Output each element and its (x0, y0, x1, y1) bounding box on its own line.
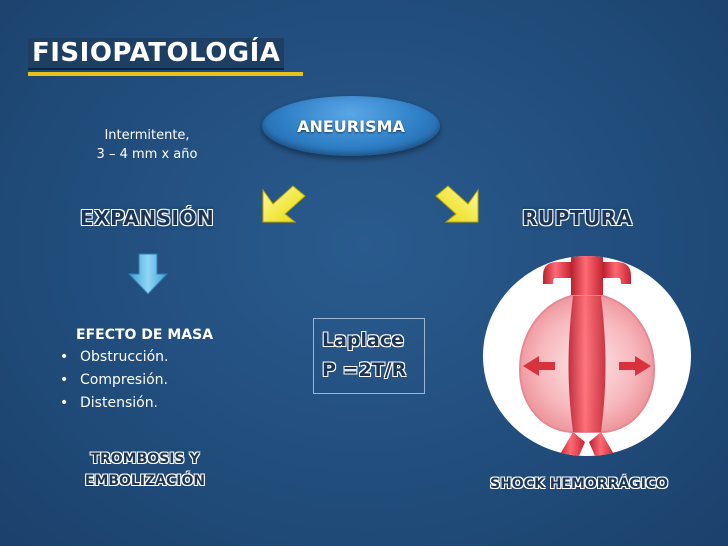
arrow-down-right-icon (430, 182, 486, 230)
arrow-down-icon (127, 252, 169, 296)
aneurysm-illustration (483, 256, 691, 456)
mass-effect-list (60, 346, 169, 415)
title-underline (28, 72, 303, 76)
list-item: • Obstrucción. (60, 346, 169, 369)
thrombosis-line1: TROMBOSIS Y (90, 451, 200, 467)
growth-rate-note (80, 126, 214, 164)
thrombosis-embolization (60, 448, 230, 492)
laplace-formula: P =2T/R (322, 359, 407, 381)
mass-effect-title: EFECTO DE MASA (76, 327, 214, 343)
rupture-heading: RUPTURA (522, 206, 633, 230)
arrow-down-left-icon (255, 182, 311, 230)
aneurisma-node (262, 96, 440, 156)
thrombosis-line2: EMBOLIZACIÓN (84, 473, 206, 489)
slide-title: FISIOPATOLOGÍA (28, 38, 284, 68)
laplace-title: Laplace (322, 329, 405, 351)
expansion-heading: EXPANSIÓN (80, 206, 215, 230)
growth-rate-line2: 3 – 4 mm x año (96, 147, 198, 162)
hemorrhagic-shock: SHOCK HEMORRÁGICO (490, 476, 669, 492)
list-item: • Compresión. (60, 369, 169, 392)
growth-rate-line1: Intermitente, (104, 128, 190, 143)
list-item: • Distensión. (60, 392, 169, 415)
aneurisma-label: ANEURISMA (297, 116, 405, 136)
